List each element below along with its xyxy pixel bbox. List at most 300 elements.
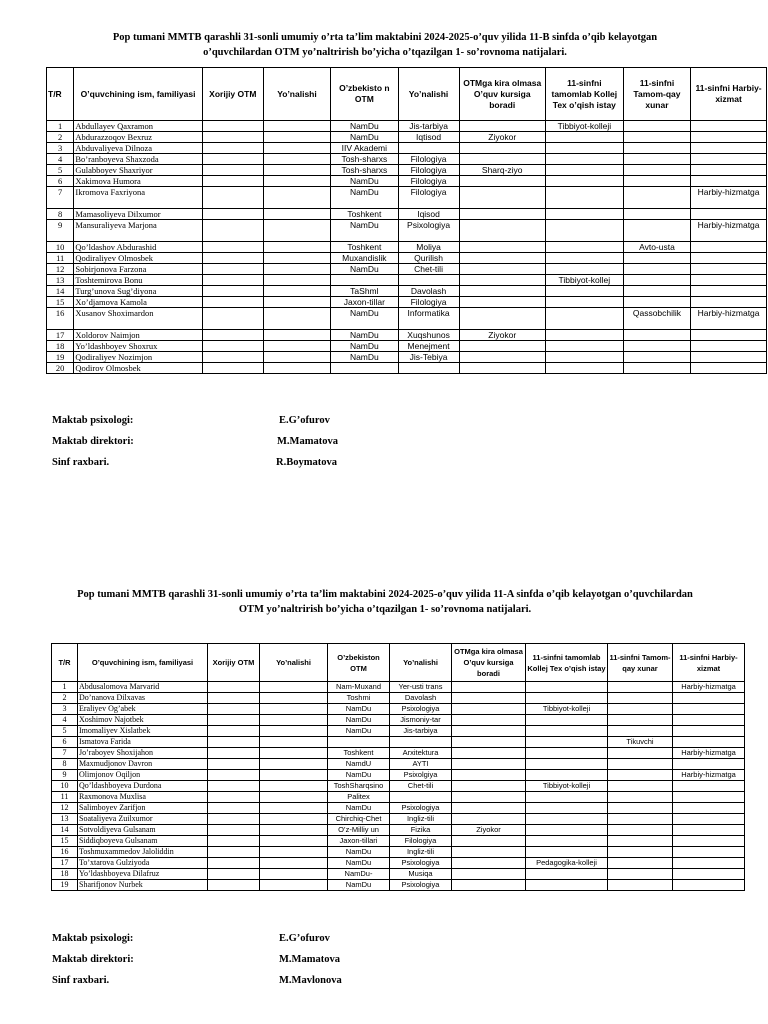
cell-craft (623, 363, 690, 374)
table-row (52, 770, 745, 781)
doc2-signature-class-teacher-role: Sinf raxbari. (52, 975, 110, 986)
cell-direction-2: Qurilish (398, 253, 459, 264)
cell-foreign-university (208, 836, 260, 847)
cell-direction (263, 242, 330, 253)
cell-row-number: 18 (52, 869, 78, 880)
table-row (47, 165, 767, 176)
cell-student-name: Gulabboyev Shaxriyor (74, 165, 202, 176)
cell-craft (623, 176, 690, 187)
cell-courses (452, 715, 526, 726)
cell-foreign-university (208, 704, 260, 715)
cell-military (691, 121, 767, 132)
cell-direction-2: Psixologiya (390, 803, 452, 814)
cell-direction-2: Filologiya (398, 165, 459, 176)
cell-uzbek-university: NamDu (331, 352, 398, 363)
cell-foreign-university (202, 209, 263, 220)
cell-direction-2: Psixologiya (390, 880, 452, 891)
cell-college (526, 715, 608, 726)
cell-college (526, 836, 608, 847)
cell-direction-2 (398, 363, 459, 374)
cell-direction-2: Jis-tarbiya (390, 726, 452, 737)
table-row (52, 737, 745, 748)
cell-student-name: Do’nanova Dilxavas (78, 693, 208, 704)
cell-craft (623, 286, 690, 297)
cell-foreign-university (202, 121, 263, 132)
table-row (47, 121, 767, 132)
cell-military: Harbiy-hizmatga (691, 308, 767, 330)
cell-row-number: 19 (52, 880, 78, 891)
cell-direction-2: Menejment (398, 341, 459, 352)
cell-uzbek-university: NamDu (328, 726, 390, 737)
cell-courses (459, 341, 545, 352)
cell-student-name: Abdusalomova Marvarid (78, 682, 208, 693)
cell-foreign-university (208, 682, 260, 693)
col-header-tr: T/R (52, 644, 78, 682)
cell-direction (263, 209, 330, 220)
cell-student-name: Xoshimov Najotbek (78, 715, 208, 726)
cell-direction-2: Psixologiya (390, 704, 452, 715)
cell-direction (260, 693, 328, 704)
cell-courses (459, 275, 545, 286)
cell-foreign-university (202, 275, 263, 286)
cell-college (545, 341, 623, 352)
cell-student-name: Toshtemirova Bonu (74, 275, 202, 286)
table-row (47, 308, 767, 330)
cell-direction-2: Filologiya (398, 297, 459, 308)
cell-college (545, 143, 623, 154)
col-header-foreign-university: Xorijiy OTM (202, 68, 263, 121)
col-header-craft: 11-sinfni Tamom-qay xunar (608, 644, 673, 682)
cell-college (526, 693, 608, 704)
cell-college: Pedagogika-kolleji (526, 858, 608, 869)
cell-direction (260, 682, 328, 693)
cell-courses (459, 187, 545, 209)
cell-student-name: Xo’djamova Kamola (74, 297, 202, 308)
cell-college (526, 869, 608, 880)
cell-foreign-university (202, 220, 263, 242)
table-row (52, 836, 745, 847)
cell-college (526, 847, 608, 858)
cell-courses (459, 220, 545, 242)
cell-college (526, 759, 608, 770)
cell-military: Harbiy-hizmatga (691, 187, 767, 209)
doc1-signature-psychologist-role: Maktab psixologi: (52, 415, 134, 426)
doc1-signature-director-name: M.Mamatova (277, 436, 338, 447)
cell-row-number: 19 (47, 352, 74, 363)
cell-military (691, 286, 767, 297)
cell-college (545, 165, 623, 176)
cell-college: Tibbiyot-kolleji (526, 704, 608, 715)
cell-row-number: 9 (52, 770, 78, 781)
cell-military (691, 275, 767, 286)
cell-direction (263, 341, 330, 352)
cell-craft (608, 858, 673, 869)
cell-row-number: 16 (47, 308, 74, 330)
cell-military: Harbiy-hizmatga (673, 682, 745, 693)
cell-courses: Ziyokor (452, 825, 526, 836)
col-header-courses: OTMga kira olmasa O’quv kursiga boradi (452, 644, 526, 682)
table-row (52, 748, 745, 759)
cell-courses (459, 242, 545, 253)
cell-foreign-university (202, 341, 263, 352)
doc2-title-line1: Pop tumani MMTB qarashli 31-sonli umumiy o’rta ta’lim maktabini 2024-2025-o’quv yilida 11-A sinfda o’qib kelayotgan o’quvchilardan (77, 589, 693, 600)
cell-direction (260, 814, 328, 825)
cell-military (691, 264, 767, 275)
cell-student-name: Abduvaliyeva Dilnoza (74, 143, 202, 154)
cell-craft (608, 715, 673, 726)
cell-row-number: 14 (52, 825, 78, 836)
cell-foreign-university (208, 792, 260, 803)
col-header-direction-2: Yo’nalishi (390, 644, 452, 682)
cell-college (526, 803, 608, 814)
cell-foreign-university (208, 825, 260, 836)
cell-college (526, 880, 608, 891)
cell-direction (263, 253, 330, 264)
cell-college (545, 297, 623, 308)
cell-uzbek-university: Jaxon-tillar (331, 297, 398, 308)
cell-direction-2: Psixologiya (398, 220, 459, 242)
cell-military (691, 165, 767, 176)
table-row (47, 330, 767, 341)
cell-courses (459, 143, 545, 154)
cell-direction-2: Ingliz-tili (390, 847, 452, 858)
cell-student-name: Xusanov Shoximardon (74, 308, 202, 330)
cell-student-name: Jo’raboyev Shoxijahon (78, 748, 208, 759)
cell-uzbek-university: Palitex (328, 792, 390, 803)
cell-craft (608, 770, 673, 781)
cell-craft (608, 836, 673, 847)
cell-craft (608, 781, 673, 792)
cell-military (691, 176, 767, 187)
cell-courses (452, 704, 526, 715)
table-row (52, 704, 745, 715)
cell-foreign-university (208, 737, 260, 748)
cell-courses (452, 858, 526, 869)
cell-student-name: Qodirov Olmosbek (74, 363, 202, 374)
cell-foreign-university (202, 165, 263, 176)
cell-uzbek-university: Toshmi (328, 693, 390, 704)
cell-college (545, 286, 623, 297)
cell-uzbek-university: Toshkent (331, 209, 398, 220)
cell-direction (263, 165, 330, 176)
table-row (52, 759, 745, 770)
cell-direction-2: Xuqshunos (398, 330, 459, 341)
cell-direction (263, 308, 330, 330)
cell-foreign-university (208, 803, 260, 814)
cell-craft (623, 341, 690, 352)
cell-direction-2: Jismoniy-tar (390, 715, 452, 726)
cell-student-name: Mamasoliyeva Dilxumor (74, 209, 202, 220)
cell-direction-2: Arxitektura (390, 748, 452, 759)
cell-craft (623, 275, 690, 286)
table-row (47, 253, 767, 264)
cell-row-number: 17 (52, 858, 78, 869)
cell-foreign-university (202, 308, 263, 330)
cell-direction-2: Chet-tili (398, 264, 459, 275)
doc1-signature-class-teacher-name: R.Boymatova (276, 457, 337, 468)
doc2-signature-class-teacher-name: M.Mavlonova (279, 975, 342, 986)
col-header-college: 11-sinfni tamomlab Kollej Tex o’qish istay (526, 644, 608, 682)
cell-courses (459, 253, 545, 264)
cell-foreign-university (202, 176, 263, 187)
cell-direction (260, 759, 328, 770)
cell-craft (623, 220, 690, 242)
cell-direction-2: Moliya (398, 242, 459, 253)
cell-military (673, 869, 745, 880)
cell-row-number: 10 (52, 781, 78, 792)
cell-uzbek-university: TaShml (331, 286, 398, 297)
cell-direction-2: Chet-tili (390, 781, 452, 792)
table-row (47, 187, 767, 209)
table-row (47, 132, 767, 143)
doc2-signature-psychologist-role: Maktab psixologi: (52, 933, 134, 944)
doc2-header-row (52, 644, 745, 682)
cell-college: Tibbiyot-kolleji (526, 781, 608, 792)
cell-direction-2: Iqtisod (398, 132, 459, 143)
cell-courses (452, 693, 526, 704)
cell-courses (459, 121, 545, 132)
cell-uzbek-university: NamDu (328, 803, 390, 814)
cell-military (691, 143, 767, 154)
cell-military (691, 132, 767, 143)
cell-direction-2: AYTI (390, 759, 452, 770)
cell-uzbek-university: NamDu- (328, 869, 390, 880)
cell-uzbek-university: Tosh-sharxs (331, 165, 398, 176)
cell-courses (459, 264, 545, 275)
cell-college (545, 352, 623, 363)
cell-student-name: Qodiraliyev Nozimjon (74, 352, 202, 363)
doc1-signature-class-teacher-role: Sinf raxbari. (52, 457, 110, 468)
table-row (47, 352, 767, 363)
cell-row-number: 6 (52, 737, 78, 748)
cell-student-name: Eraliyev Og’abek (78, 704, 208, 715)
cell-direction (263, 121, 330, 132)
cell-military (673, 836, 745, 847)
cell-direction (260, 748, 328, 759)
col-header-military: 11-sinfni Harbiy-xizmat (691, 68, 767, 121)
cell-craft (608, 880, 673, 891)
table-row (47, 176, 767, 187)
cell-row-number: 16 (52, 847, 78, 858)
cell-courses (452, 770, 526, 781)
cell-foreign-university (208, 847, 260, 858)
cell-row-number: 15 (52, 836, 78, 847)
cell-direction-2: Informatika (398, 308, 459, 330)
cell-courses (452, 803, 526, 814)
cell-military (673, 792, 745, 803)
cell-military (673, 825, 745, 836)
cell-military (691, 330, 767, 341)
cell-row-number: 17 (47, 330, 74, 341)
cell-foreign-university (202, 330, 263, 341)
cell-uzbek-university: NamDu (331, 121, 398, 132)
cell-direction-2 (390, 737, 452, 748)
col-header-craft: 11-sinfni Tamom-qay xunar (623, 68, 690, 121)
cell-direction (263, 297, 330, 308)
cell-courses: Sharq-ziyo (459, 165, 545, 176)
cell-uzbek-university: Nam-Muxand (328, 682, 390, 693)
cell-college (545, 154, 623, 165)
cell-craft (608, 847, 673, 858)
cell-direction (263, 286, 330, 297)
cell-row-number: 12 (52, 803, 78, 814)
cell-direction (260, 858, 328, 869)
cell-direction-2 (390, 792, 452, 803)
cell-uzbek-university: Tosh-sharxs (331, 154, 398, 165)
cell-military (673, 781, 745, 792)
cell-student-name: Xakimova Humora (74, 176, 202, 187)
cell-direction-2: Filologiya (398, 176, 459, 187)
cell-direction (263, 275, 330, 286)
table-row (52, 858, 745, 869)
cell-craft (608, 682, 673, 693)
cell-military (673, 858, 745, 869)
cell-direction-2: Davolash (398, 286, 459, 297)
cell-student-name: Yo’ldashboyev Shoxrux (74, 341, 202, 352)
cell-direction-2: Psixologiya (390, 858, 452, 869)
cell-row-number: 11 (47, 253, 74, 264)
cell-uzbek-university: NamDu (331, 264, 398, 275)
cell-direction-2: Yer-usti trans (390, 682, 452, 693)
cell-college: Tibbiyot-kollej (545, 275, 623, 286)
cell-foreign-university (202, 132, 263, 143)
cell-uzbek-university: NamDu (331, 330, 398, 341)
cell-uzbek-university: NamDu (328, 715, 390, 726)
table-row (47, 143, 767, 154)
cell-row-number: 11 (52, 792, 78, 803)
cell-courses (452, 682, 526, 693)
cell-student-name: Soataliyeva Zuilxumor (78, 814, 208, 825)
cell-foreign-university (208, 781, 260, 792)
table-row (52, 880, 745, 891)
cell-uzbek-university: IIV Akademi (331, 143, 398, 154)
doc2-signature-director-name: M.Mamatova (279, 954, 340, 965)
cell-courses (459, 286, 545, 297)
cell-direction-2: Iqisod (398, 209, 459, 220)
cell-uzbek-university (331, 275, 398, 286)
cell-college (526, 682, 608, 693)
cell-foreign-university (208, 858, 260, 869)
cell-college (545, 264, 623, 275)
cell-row-number: 4 (52, 715, 78, 726)
cell-student-name: Abdullayev Qaxramon (74, 121, 202, 132)
cell-row-number: 4 (47, 154, 74, 165)
cell-courses (452, 748, 526, 759)
table-row (47, 297, 767, 308)
cell-foreign-university (208, 880, 260, 891)
table-row (47, 154, 767, 165)
cell-uzbek-university (328, 737, 390, 748)
cell-college (545, 308, 623, 330)
cell-direction-2: Fizika (390, 825, 452, 836)
cell-foreign-university (208, 726, 260, 737)
table-row (47, 264, 767, 275)
cell-student-name: Qodiraliyev Olmosbek (74, 253, 202, 264)
cell-row-number: 13 (52, 814, 78, 825)
cell-foreign-university (202, 297, 263, 308)
cell-military (673, 803, 745, 814)
cell-courses (452, 726, 526, 737)
cell-craft (608, 704, 673, 715)
col-header-direction: Yo’nalishi (263, 68, 330, 121)
cell-military (673, 880, 745, 891)
cell-direction-2: Filologiya (398, 154, 459, 165)
doc1-survey-table (46, 67, 767, 374)
doc2-signature-psychologist-name: E.G’ofurov (279, 933, 330, 944)
cell-military (691, 352, 767, 363)
cell-craft (608, 792, 673, 803)
table-row (52, 803, 745, 814)
cell-row-number: 6 (47, 176, 74, 187)
cell-craft (623, 352, 690, 363)
cell-uzbek-university: NamdU (328, 759, 390, 770)
cell-foreign-university (208, 693, 260, 704)
cell-college (526, 792, 608, 803)
cell-direction (260, 704, 328, 715)
cell-craft (623, 264, 690, 275)
cell-direction (263, 143, 330, 154)
cell-direction (263, 154, 330, 165)
cell-student-name: Salimboyev Zarifjon (78, 803, 208, 814)
cell-uzbek-university: Muxandislik (331, 253, 398, 264)
cell-direction-2: Musiqa (390, 869, 452, 880)
cell-courses (452, 836, 526, 847)
cell-college (526, 737, 608, 748)
cell-courses (459, 297, 545, 308)
cell-craft (608, 693, 673, 704)
cell-military (691, 297, 767, 308)
cell-foreign-university (202, 253, 263, 264)
cell-direction (263, 264, 330, 275)
table-row (47, 286, 767, 297)
col-header-student-name: O’quvchining ism, familiyasi (74, 68, 202, 121)
cell-military (673, 814, 745, 825)
cell-military: Harbiy-hizmatga (673, 748, 745, 759)
cell-craft (623, 209, 690, 220)
cell-direction (260, 836, 328, 847)
cell-student-name: Abdurazzoqov Bexruz (74, 132, 202, 143)
cell-row-number: 14 (47, 286, 74, 297)
cell-military (691, 242, 767, 253)
col-header-student-name: O’quvchining ism, familiyasi (78, 644, 208, 682)
cell-college (526, 825, 608, 836)
cell-direction (260, 869, 328, 880)
col-header-college: 11-sinfni tamomlab Kollej Tex o’qish istay (545, 68, 623, 121)
cell-college (526, 814, 608, 825)
cell-military (673, 759, 745, 770)
cell-foreign-university (202, 187, 263, 209)
cell-courses: Ziyokor (459, 330, 545, 341)
cell-uzbek-university: NamDu (328, 704, 390, 715)
cell-row-number: 3 (47, 143, 74, 154)
cell-courses (452, 847, 526, 858)
cell-row-number: 15 (47, 297, 74, 308)
cell-uzbek-university: NamDu (328, 770, 390, 781)
col-header-courses: OTMga kira olmasa O’quv kursiga boradi (459, 68, 545, 121)
cell-foreign-university (202, 286, 263, 297)
cell-direction-2: Jis-tarbiya (398, 121, 459, 132)
cell-direction (263, 330, 330, 341)
cell-direction (263, 220, 330, 242)
doc2-signature-director-role: Maktab direktori: (52, 954, 134, 965)
cell-craft (623, 132, 690, 143)
cell-courses (452, 880, 526, 891)
cell-craft (608, 825, 673, 836)
cell-military (691, 341, 767, 352)
cell-foreign-university (208, 869, 260, 880)
cell-row-number: 2 (47, 132, 74, 143)
cell-foreign-university (208, 759, 260, 770)
